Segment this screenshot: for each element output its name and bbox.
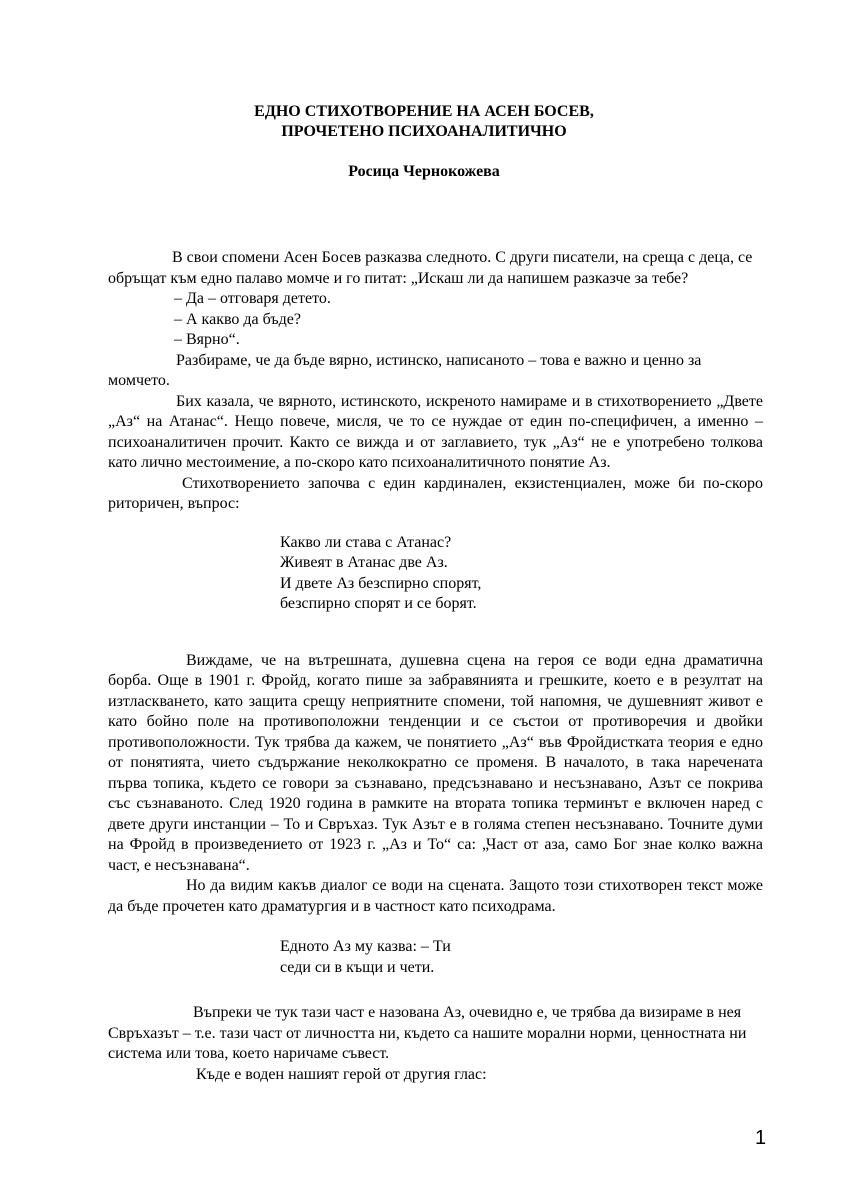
- dialogue-line: – Вярно“.: [174, 331, 240, 348]
- paragraph: Къде е воден нашият герой от другия глас:: [196, 1065, 487, 1083]
- dialogue-block: [108, 289, 763, 351]
- title-line: ПРОЧЕТЕНО ПСИХОАНАЛИТИЧНО: [281, 123, 567, 140]
- author-name: Росица Чернокожева: [348, 163, 500, 180]
- paragraph: Разбираме, че да бъде вярно, истинско, написаното – това е важно и ценно за момчето.: [108, 351, 702, 389]
- verse-line: Живеят в Атанас две Аз.: [280, 554, 448, 571]
- verse-block: [108, 937, 763, 978]
- paragraph: Бих казала, че вярното, истинското, искреното намираме и в стихотворението „Двете „Аз“ на Атанас“. Нещо повече, мисля, че то се нуждае от един по-специфичен, а именно – психоаналитичен прочит. Както се вижда и от заглавието, тук „Аз“ не е употребено толкова като лично местоимение, а по-скоро като психоаналитичното понятие Аз.: [108, 392, 763, 471]
- page-number: 1: [755, 1127, 767, 1149]
- paragraph: Въпреки че тук тази част е назована Аз, очевидно е, че трябва да визираме в нея Свръхазът – т.е. тази част от личността ни, където са нашите морални норми, ценностната ни система или това, което наричаме съвест.: [108, 1004, 747, 1062]
- paragraph: Стихотворението започва с един кардинален, екзистенциален, може би по-скоро риторичен, въпрос:: [108, 474, 763, 512]
- verse-line: безспирно спорят и се борят.: [280, 595, 477, 612]
- verse-line: Какво ли става с Атанас?: [280, 533, 452, 551]
- intro-paragraph: В свои спомени Асен Босев разказва следното. С други писатели, на среща с деца, се обръщат към едно палаво момче и го питат: „Искаш ли да напишем разказче за тебе?: [108, 249, 753, 287]
- verse-line: Едното Аз му казва: – Ти: [280, 938, 451, 955]
- paragraph: Но да видим какъв диалог се води на сцената. Защото този стихотворен текст може да бъде прочетен като драматургия и в частност като психодрама.: [108, 877, 763, 915]
- verse-line: И двете Аз безспирно спорят,: [280, 574, 482, 592]
- verse-line: седи си в къщи и чети.: [280, 958, 435, 976]
- verse-block: [108, 533, 763, 615]
- article-body: [108, 248, 763, 1085]
- paragraph: Виждаме, че на вътрешната, душевна сцена на героя се води една драматична борба. Още в 1901 г. Фройд, когато пише за забравянията и грешките, което е в резултат на изтласкването, като защита срещу неприятните спомени, той напомня, че душевният живот е като бойно поле на противоположни тенденции и се състои от противоречия и двойки противоположности. Тук трябва да кажем, че понятието „Аз“ във Фройдистката теория е едно от понятията, чието съдържание неколкократно се променя. В началото, в така наречената първа топика, където се говори за съзнавано, предсъзнавано и несъзнавано, Азът се покрива със съзнаваното. След 1920 година в рамките на втората топика терминът е включен наред с двете други инстанции – То и Свръхаз. Тук Азът е в голяма степен несъзнавано. Точните думи на Фройд в произведението от 1923 г. „Аз и То“ са: „Част от аза, само Бог знае колко важна част, е несъзнавана“.: [108, 651, 763, 874]
- dialogue-line: – Да – отговаря детето.: [174, 290, 331, 307]
- dialogue-line: – А какво да бъде?: [174, 310, 302, 328]
- title-line: ЕДНО СТИХОТВОРЕНИЕ НА АСЕН БОСЕВ,: [254, 103, 594, 120]
- document-title: [0, 102, 848, 142]
